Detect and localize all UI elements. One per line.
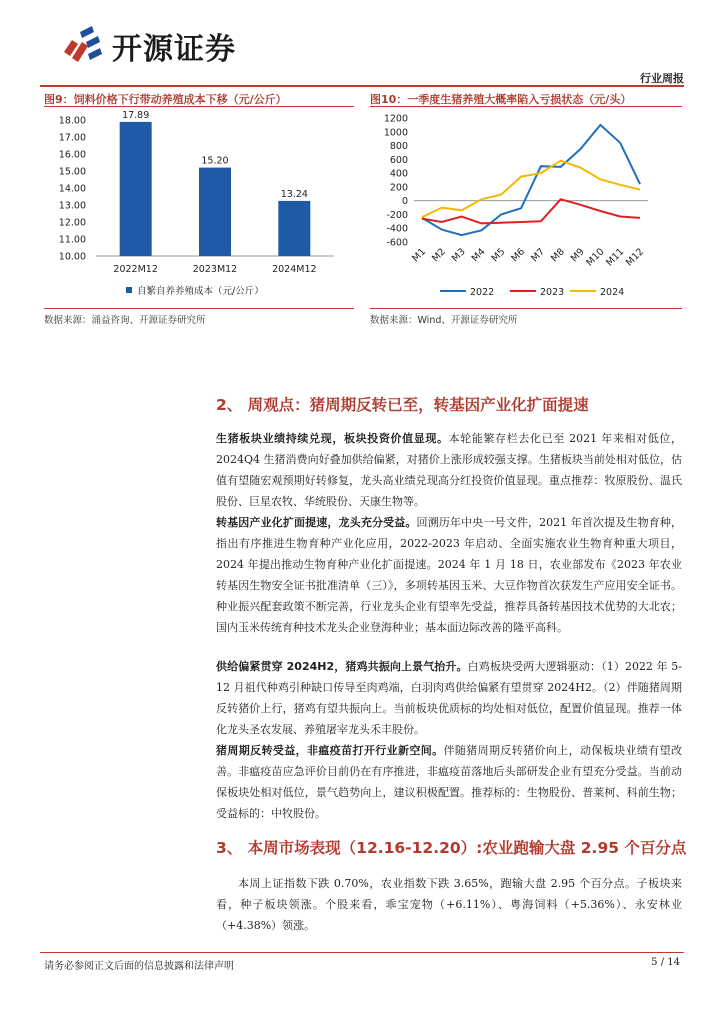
x-tick-label: M12 bbox=[623, 246, 647, 269]
section2-paragraph-2 bbox=[216, 512, 682, 638]
bar bbox=[199, 168, 231, 256]
paragraph-body: 回溯历年中央一号文件，2021 年首次提及生物育种，指出有序推进生物育种产业化应用，2022-2023 年启动、全面实施农业生物育种重大项目，2024 年提出推动生物育种产业化扩面提速。2024 年 1 月 18 日，农业部发布《2023 年农业转基因生物安全证书批准清单（三）》，多项转基因玉米、大豆作物首次获发生产应用安全证书。种业振兴配套政策不断完善，行业龙头企业有望率先受益，推荐具备转基因技术优势的大北农；国内玉米传统育种技术龙头企业登海种业；基本面边际改善的隆平高科。 bbox=[216, 516, 682, 634]
y-tick-label: 0 bbox=[401, 196, 408, 208]
y-tick-label: 800 bbox=[389, 141, 408, 153]
bar-value-label: 13.24 bbox=[280, 188, 308, 200]
brand-logo-icon bbox=[58, 22, 104, 66]
x-tick-label: M9 bbox=[568, 246, 587, 265]
bar-value-label: 15.20 bbox=[201, 155, 229, 167]
section3-heading: 3、 本周市场表现（12.16-12.20）:农业跑输大盘 2.95 个百分点 bbox=[216, 839, 687, 857]
brand-name: 开源证券 bbox=[112, 32, 236, 67]
header-divider bbox=[40, 85, 684, 87]
x-tick-label: M5 bbox=[489, 246, 508, 265]
footer-disclaimer: 请务必参阅正文后面的信息披露和法律声明 bbox=[44, 961, 234, 972]
x-tick-label: 2024M12 bbox=[272, 264, 317, 275]
figure10-source: 数据来源：Wind、开源证券研究所 bbox=[370, 315, 518, 326]
x-tick-label: M7 bbox=[529, 246, 548, 265]
section2-heading: 2、 周观点：猪周期反转已至，转基因产业化扩面提速 bbox=[216, 396, 589, 414]
x-tick-label: 2022M12 bbox=[113, 264, 158, 275]
legend-label-2024: 2024 bbox=[600, 287, 625, 298]
y-tick-label: -200 bbox=[386, 209, 408, 221]
y-tick-label: -600 bbox=[386, 237, 408, 249]
paragraph-lead: 生猪板块业绩持续兑现，板块投资价值显现。 bbox=[216, 432, 449, 445]
y-tick-label: 18.00 bbox=[58, 115, 86, 127]
paragraph-body: 白鸡板块受两大逻辑驱动：（1）2022 年 5-12 月祖代种鸡引种缺口传导至肉鸡端，白羽肉鸡供给偏紧有望贯穿 2024H2。（2）伴随猪周期反转猪价上行，猪鸡有望共振向上。当前板块优质标的均处相对低位，配置价值显现。推荐一体化龙头圣农发展、养殖屠宰龙头禾丰股份。 bbox=[216, 660, 682, 736]
paragraph-lead: 猪周期反转受益，非瘟疫苗打开行业新空间。 bbox=[216, 744, 444, 757]
y-tick-label: 200 bbox=[389, 182, 408, 194]
legend-label: 自繁自养养殖成本（元/公斤） bbox=[137, 286, 264, 297]
x-tick-label: M6 bbox=[509, 246, 528, 265]
y-tick-label: 13.00 bbox=[58, 200, 86, 212]
figure10-title: 图10：一季度生猪养殖大概率陷入亏损状态（元/头） bbox=[370, 93, 632, 106]
section2-paragraph-1 bbox=[216, 428, 682, 512]
bar bbox=[278, 201, 310, 256]
figure9-title-rule bbox=[44, 106, 354, 107]
y-tick-label: 14.00 bbox=[58, 183, 86, 195]
figure10-title-rule bbox=[370, 106, 682, 107]
y-tick-label: 16.00 bbox=[58, 149, 86, 161]
x-tick-label: 2023M12 bbox=[192, 264, 238, 275]
section2-paragraph-3 bbox=[216, 656, 682, 740]
paragraph-body: 伴随猪周期反转猪价向上，动保板块业绩有望改善。非瘟疫苗应急评价目前仍在有序推进，非瘟疫苗落地后头部研发企业有望充分受益。当前动保板块处相对低位，景气趋势向上，建议积极配置。推荐标的：生物股份、普莱柯、科前生物；受益标的：中牧股份。 bbox=[216, 744, 682, 820]
footer-divider bbox=[40, 952, 684, 953]
figure10-chart bbox=[370, 108, 682, 308]
series-line-2023 bbox=[422, 199, 640, 223]
y-tick-label: 1200 bbox=[383, 113, 408, 125]
figure9-title: 图9：饲料价格下行带动养殖成本下移（元/公斤） bbox=[44, 93, 287, 106]
x-tick-label: M10 bbox=[584, 246, 607, 269]
figure9-chart bbox=[44, 108, 354, 308]
y-tick-label: 15.00 bbox=[58, 166, 86, 178]
y-tick-label: -400 bbox=[386, 223, 408, 235]
x-tick-label: M2 bbox=[430, 246, 448, 265]
section2-paragraph-4 bbox=[216, 740, 682, 824]
x-tick-label: M1 bbox=[410, 246, 429, 265]
document-type: 行业周报 bbox=[640, 72, 684, 85]
page-number: 5 / 14 bbox=[651, 957, 680, 968]
y-tick-label: 1000 bbox=[383, 127, 408, 139]
legend-swatch bbox=[126, 287, 132, 293]
y-tick-label: 17.00 bbox=[58, 132, 86, 144]
y-tick-label: 10.00 bbox=[58, 251, 86, 263]
legend-label-2022: 2022 bbox=[470, 287, 495, 298]
bar bbox=[120, 122, 152, 256]
y-tick-label: 600 bbox=[389, 154, 408, 166]
figure10-bottom-rule bbox=[370, 308, 682, 309]
y-tick-label: 11.00 bbox=[58, 234, 86, 246]
y-tick-label: 400 bbox=[389, 168, 408, 180]
x-tick-label: M3 bbox=[449, 246, 468, 265]
x-tick-label: M4 bbox=[469, 246, 488, 265]
paragraph-body: 本轮能繁存栏去化已至 2021 年来相对低位，2024Q4 生猪消费向好叠加供给偏紧，对猪价上涨形成较强支撑。生猪板块当前处相对低位，估值有望随宏观预期好转修复，龙头高业绩兑现高分红投资价值显现。重点推荐：牧原股份、温氏股份、巨星农牧、华统股份、天康生物等。 bbox=[216, 432, 682, 508]
paragraph-lead: 供给偏紧贯穿 2024H2，猪鸡共振向上景气抬升。 bbox=[216, 660, 468, 673]
legend-label-2023: 2023 bbox=[540, 287, 565, 298]
y-tick-label: 12.00 bbox=[58, 217, 86, 229]
bar-value-label: 17.89 bbox=[122, 109, 150, 121]
x-tick-label: M11 bbox=[604, 246, 627, 269]
figure9-bottom-rule bbox=[44, 308, 354, 309]
x-tick-label: M8 bbox=[548, 246, 567, 265]
figure9-source: 数据来源：涌益咨询、开源证券研究所 bbox=[44, 315, 206, 326]
paragraph-lead: 转基因产业化扩面提速，龙头充分受益。 bbox=[216, 516, 417, 529]
section3-paragraph: 本周上证指数下跌 0.70%，农业指数下跌 3.65%，跑输大盘 2.95 个百分点。子板块来看，种子板块领涨。个股来看，乖宝宠物（+6.11%）、粤海饲料（+5.36%）、永安林业（+4.38%）领涨。 bbox=[216, 877, 682, 932]
